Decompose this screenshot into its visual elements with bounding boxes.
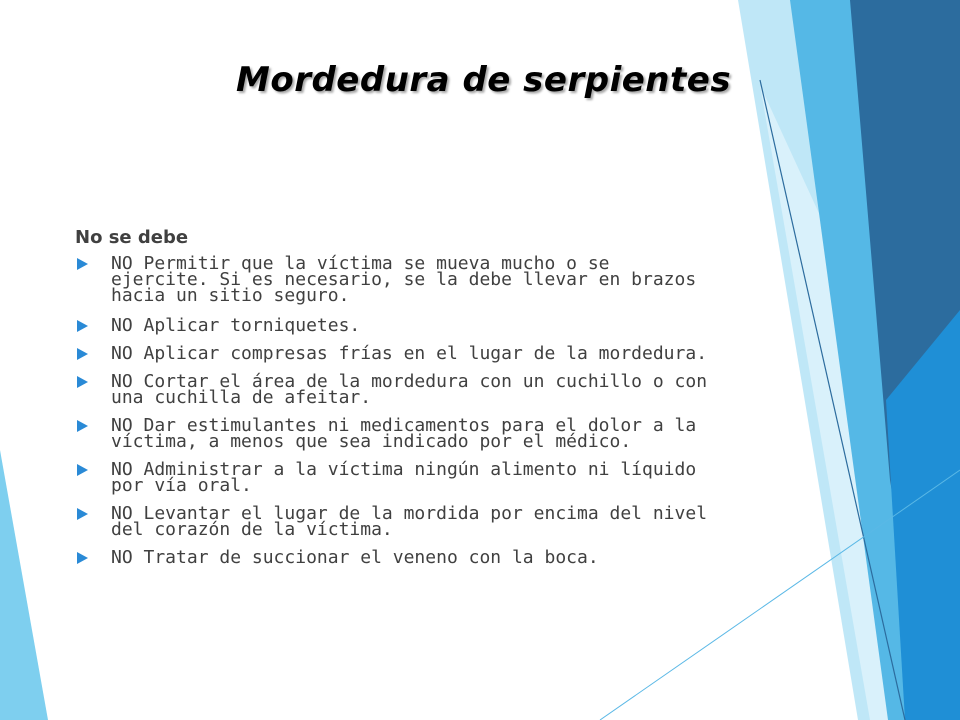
section-heading: No se debe xyxy=(75,227,189,248)
bullet-item xyxy=(75,253,735,306)
bullet-item xyxy=(75,503,735,540)
bullet-item xyxy=(75,459,735,496)
bullet-text: NO Tratar de succionar el veneno con la boca. xyxy=(111,547,599,568)
left-wedge xyxy=(0,450,48,720)
arrow-bullet-icon xyxy=(77,376,88,388)
bullet-item xyxy=(75,315,735,336)
arrow-bullet-icon xyxy=(77,320,88,332)
arrow-bullet-icon xyxy=(77,258,88,270)
arrow-bullet-icon xyxy=(77,420,88,432)
bullet-text: NO Levantar el lugar de la mordida por encima del nivel del corazón de la víctima. xyxy=(111,503,708,540)
bullet-text: NO Aplicar compresas frías en el lugar de la mordedura. xyxy=(111,343,708,364)
arrow-bullet-icon xyxy=(77,508,88,520)
arrow-bullet-icon xyxy=(77,464,88,476)
bullet-item xyxy=(75,547,735,568)
slide-title: Mordedura de serpientes xyxy=(236,60,732,100)
arrow-bullet-icon xyxy=(77,348,88,360)
bullet-list xyxy=(75,253,735,574)
bullet-text: NO Cortar el área de la mordedura con un cuchillo o con una cuchilla de afeitar. xyxy=(111,371,708,408)
bullet-text: NO Permitir que la víctima se mueva mucho o se ejercite. Si es necesario, se la debe llevar en brazos hacia un sitio seguro. xyxy=(111,253,697,306)
bullet-item xyxy=(75,415,735,452)
bullet-text: NO Aplicar torniquetes. xyxy=(111,315,361,336)
bullet-text: NO Dar estimulantes ni medicamentos para el dolor a la víctima, a menos que sea indicado por el médico. xyxy=(111,415,697,452)
arrow-bullet-icon xyxy=(77,552,88,564)
bullet-text: NO Administrar a la víctima ningún alimento ni líquido por vía oral. xyxy=(111,459,697,496)
bullet-item xyxy=(75,371,735,408)
bullet-item xyxy=(75,343,735,364)
